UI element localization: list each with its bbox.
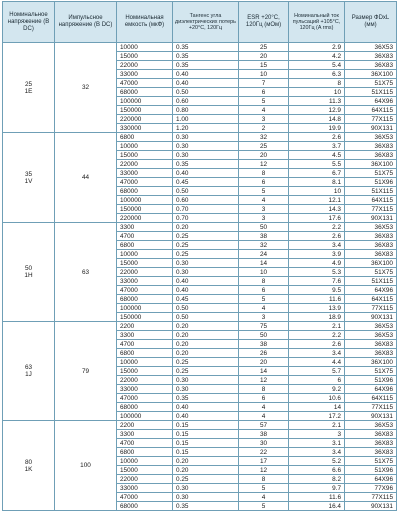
capacitance-cell: 68000 — [117, 295, 173, 304]
size-cell: 51X75 — [345, 169, 397, 178]
table-row — [3, 322, 397, 331]
capacitance-cell: 33000 — [117, 277, 173, 286]
esr-cell: 3 — [239, 205, 289, 214]
size-cell: 64X115 — [345, 295, 397, 304]
capacitance-cell: 2200 — [117, 421, 173, 430]
voltage-code: 1H — [24, 272, 33, 279]
capacitance-cell: 15000 — [117, 466, 173, 475]
capacitance-cell: 68000 — [117, 88, 173, 97]
tangent-cell: 0.30 — [173, 142, 239, 151]
ripple-current-cell: 10 — [289, 187, 345, 196]
esr-cell: 17 — [239, 457, 289, 466]
capacitance-cell: 68000 — [117, 502, 173, 511]
capacitance-cell: 100000 — [117, 196, 173, 205]
esr-cell: 5 — [239, 187, 289, 196]
esr-cell: 3 — [239, 313, 289, 322]
capacitance-cell: 10000 — [117, 250, 173, 259]
header-ripple-current: Номинальный ток пульсаций +105°C, 120Гц (A rms) — [289, 2, 345, 43]
tangent-cell: 0.35 — [173, 61, 239, 70]
capacitance-cell: 100000 — [117, 97, 173, 106]
size-cell: 90X131 — [345, 412, 397, 421]
voltage-code: 1V — [24, 177, 33, 185]
capacitance-cell: 33000 — [117, 70, 173, 79]
tangent-cell: 0.30 — [173, 133, 239, 142]
tangent-cell: 0.20 — [173, 223, 239, 232]
tangent-cell: 0.35 — [173, 52, 239, 61]
ripple-current-cell: 11.6 — [289, 493, 345, 502]
ripple-current-cell: 2.6 — [289, 232, 345, 241]
tangent-cell: 0.25 — [173, 367, 239, 376]
capacitance-cell: 330000 — [117, 124, 173, 133]
tangent-cell: 0.70 — [173, 205, 239, 214]
tangent-cell: 0.30 — [173, 151, 239, 160]
tangent-cell: 0.40 — [173, 169, 239, 178]
capacitance-cell: 22000 — [117, 475, 173, 484]
esr-cell: 12 — [239, 160, 289, 169]
tangent-cell: 0.25 — [173, 250, 239, 259]
capacitance-cell: 47000 — [117, 394, 173, 403]
size-cell: 51X75 — [345, 79, 397, 88]
ripple-current-cell: 14.8 — [289, 115, 345, 124]
capacitance-cell: 22000 — [117, 160, 173, 169]
size-cell: 51X75 — [345, 457, 397, 466]
ripple-current-cell: 6.7 — [289, 169, 345, 178]
capacitance-cell: 150000 — [117, 205, 173, 214]
tangent-cell: 0.70 — [173, 214, 239, 223]
ripple-current-cell: 7.6 — [289, 277, 345, 286]
size-cell: 36X83 — [345, 241, 397, 250]
capacitance-cell: 68000 — [117, 403, 173, 412]
surge-voltage-cell: 44 — [55, 133, 117, 223]
voltage-code: 1K — [24, 465, 33, 473]
esr-cell: 20 — [239, 52, 289, 61]
capacitance-cell: 3300 — [117, 430, 173, 439]
voltage-value: 35 — [24, 170, 33, 178]
size-cell: 36X100 — [345, 358, 397, 367]
capacitance-cell: 15000 — [117, 259, 173, 268]
size-cell: 51X96 — [345, 466, 397, 475]
esr-cell: 6 — [239, 394, 289, 403]
tangent-cell: 0.15 — [173, 421, 239, 430]
size-cell: 36X53 — [345, 43, 397, 52]
table-row — [3, 133, 397, 142]
tangent-cell: 0.25 — [173, 232, 239, 241]
tangent-cell: 0.25 — [173, 241, 239, 250]
esr-cell: 75 — [239, 322, 289, 331]
size-cell: 90X131 — [345, 214, 397, 223]
surge-voltage-cell: 63 — [55, 223, 117, 322]
size-cell: 36X100 — [345, 160, 397, 169]
ripple-current-cell: 3 — [289, 430, 345, 439]
tangent-cell: 0.45 — [173, 295, 239, 304]
tangent-cell: 0.40 — [173, 286, 239, 295]
size-cell: 90X131 — [345, 124, 397, 133]
ripple-current-cell: 2.6 — [289, 133, 345, 142]
capacitance-cell: 10000 — [117, 142, 173, 151]
capacitance-cell: 6800 — [117, 241, 173, 250]
ripple-current-cell: 5.2 — [289, 457, 345, 466]
voltage-group-cell — [3, 223, 55, 322]
spec-table-body — [3, 43, 397, 511]
esr-cell: 15 — [239, 61, 289, 70]
voltage-value: 25 — [24, 80, 33, 88]
size-cell: 51X96 — [345, 376, 397, 385]
tangent-cell: 0.50 — [173, 304, 239, 313]
capacitance-cell: 2200 — [117, 322, 173, 331]
capacitance-cell: 15000 — [117, 367, 173, 376]
table-row — [3, 421, 397, 430]
ripple-current-cell: 4.9 — [289, 259, 345, 268]
tangent-cell: 0.45 — [173, 178, 239, 187]
capacitance-cell: 15000 — [117, 52, 173, 61]
header-tangent: Тангенс угла диэлектрических потерь +20°C, 120Гц — [173, 2, 239, 43]
ripple-current-cell: 2.2 — [289, 223, 345, 232]
ripple-current-cell: 14 — [289, 403, 345, 412]
esr-cell: 12 — [239, 376, 289, 385]
voltage-group-cell — [3, 133, 55, 223]
size-cell: 64X96 — [345, 286, 397, 295]
size-cell: 36X83 — [345, 250, 397, 259]
capacitance-cell: 10000 — [117, 43, 173, 52]
ripple-current-cell: 4.5 — [289, 151, 345, 160]
size-cell: 77X115 — [345, 403, 397, 412]
ripple-current-cell: 3.9 — [289, 250, 345, 259]
capacitance-cell: 47000 — [117, 286, 173, 295]
size-cell: 36X100 — [345, 70, 397, 79]
capacitance-cell: 3300 — [117, 331, 173, 340]
size-cell: 36X83 — [345, 349, 397, 358]
capacitance-cell: 10000 — [117, 457, 173, 466]
voltage-value: 80 — [24, 458, 33, 466]
tangent-cell: 0.35 — [173, 394, 239, 403]
capacitance-cell: 6800 — [117, 448, 173, 457]
esr-cell: 4 — [239, 304, 289, 313]
header-surge-voltage: Импульсное напряжение (В DC) — [55, 2, 117, 43]
esr-cell: 38 — [239, 232, 289, 241]
tangent-cell: 0.20 — [173, 322, 239, 331]
ripple-current-cell: 3.1 — [289, 439, 345, 448]
ripple-current-cell: 16.4 — [289, 502, 345, 511]
size-cell: 36X53 — [345, 322, 397, 331]
tangent-cell: 0.40 — [173, 70, 239, 79]
esr-cell: 4 — [239, 493, 289, 502]
size-cell: 36X83 — [345, 430, 397, 439]
header-size: Размер ФDxL (мм) — [345, 2, 397, 43]
size-cell: 64X115 — [345, 106, 397, 115]
header-nominal-voltage: Номинальное напряжение (В DC) — [3, 2, 55, 43]
ripple-current-cell: 17.6 — [289, 214, 345, 223]
esr-cell: 8 — [239, 169, 289, 178]
esr-cell: 8 — [239, 475, 289, 484]
header-row — [3, 2, 397, 43]
ripple-current-cell: 11.6 — [289, 295, 345, 304]
size-cell: 51X96 — [345, 178, 397, 187]
size-cell: 64X96 — [345, 385, 397, 394]
ripple-current-cell: 14.3 — [289, 205, 345, 214]
tangent-cell: 0.50 — [173, 313, 239, 322]
esr-cell: 7 — [239, 79, 289, 88]
ripple-current-cell: 6 — [289, 376, 345, 385]
capacitance-cell: 4700 — [117, 232, 173, 241]
table-row — [3, 223, 397, 232]
capacitance-cell: 22000 — [117, 268, 173, 277]
esr-cell: 6 — [239, 286, 289, 295]
tangent-cell: 0.25 — [173, 475, 239, 484]
surge-voltage-cell: 79 — [55, 322, 117, 421]
capacitance-cell: 100000 — [117, 304, 173, 313]
esr-cell: 3 — [239, 115, 289, 124]
capacitance-cell: 47000 — [117, 178, 173, 187]
ripple-current-cell: 3.4 — [289, 448, 345, 457]
capacitance-cell: 6800 — [117, 349, 173, 358]
ripple-current-cell: 5.3 — [289, 268, 345, 277]
tangent-cell: 0.30 — [173, 493, 239, 502]
tangent-cell: 0.15 — [173, 439, 239, 448]
capacitance-cell: 33000 — [117, 385, 173, 394]
ripple-current-cell: 2.2 — [289, 331, 345, 340]
surge-voltage-cell: 32 — [55, 43, 117, 133]
ripple-current-cell: 3.4 — [289, 241, 345, 250]
capacitance-cell: 4700 — [117, 340, 173, 349]
tangent-cell: 0.15 — [173, 448, 239, 457]
ripple-current-cell: 12.1 — [289, 196, 345, 205]
capacitance-cell: 220000 — [117, 214, 173, 223]
tangent-cell: 0.20 — [173, 349, 239, 358]
voltage-value: 50 — [24, 265, 33, 272]
esr-cell: 50 — [239, 331, 289, 340]
size-cell: 64X96 — [345, 97, 397, 106]
esr-cell: 57 — [239, 421, 289, 430]
voltage-group-cell — [3, 43, 55, 133]
capacitance-cell: 22000 — [117, 376, 173, 385]
esr-cell: 6 — [239, 178, 289, 187]
esr-cell: 4 — [239, 412, 289, 421]
esr-cell: 3 — [239, 214, 289, 223]
tangent-cell: 0.20 — [173, 331, 239, 340]
size-cell: 90X131 — [345, 502, 397, 511]
esr-cell: 6 — [239, 88, 289, 97]
ripple-current-cell: 9.7 — [289, 484, 345, 493]
ripple-current-cell: 2.6 — [289, 340, 345, 349]
ripple-current-cell: 10.6 — [289, 394, 345, 403]
size-cell: 64X115 — [345, 394, 397, 403]
tangent-cell: 0.30 — [173, 484, 239, 493]
size-cell: 90X131 — [345, 313, 397, 322]
tangent-cell: 0.35 — [173, 43, 239, 52]
size-cell: 64X96 — [345, 475, 397, 484]
ripple-current-cell: 9.2 — [289, 385, 345, 394]
voltage-code: 1J — [25, 371, 32, 378]
tangent-cell: 0.80 — [173, 106, 239, 115]
size-cell: 36X53 — [345, 421, 397, 430]
size-cell: 36X53 — [345, 223, 397, 232]
ripple-current-cell: 2.9 — [289, 43, 345, 52]
size-cell: 77X115 — [345, 493, 397, 502]
ripple-current-cell: 5.4 — [289, 61, 345, 70]
esr-cell: 38 — [239, 340, 289, 349]
esr-cell: 10 — [239, 70, 289, 79]
esr-cell: 10 — [239, 268, 289, 277]
tangent-cell: 0.30 — [173, 268, 239, 277]
esr-cell: 50 — [239, 223, 289, 232]
tangent-cell: 0.25 — [173, 358, 239, 367]
table-row — [3, 43, 397, 52]
esr-cell: 25 — [239, 142, 289, 151]
esr-cell: 4 — [239, 106, 289, 115]
tangent-cell: 1.00 — [173, 115, 239, 124]
tangent-cell: 0.60 — [173, 196, 239, 205]
capacitance-cell: 33000 — [117, 484, 173, 493]
tangent-cell: 0.30 — [173, 376, 239, 385]
size-cell: 36X100 — [345, 259, 397, 268]
esr-cell: 12 — [239, 466, 289, 475]
esr-cell: 4 — [239, 196, 289, 205]
esr-cell: 38 — [239, 430, 289, 439]
capacitance-cell: 68000 — [117, 187, 173, 196]
voltage-value: 63 — [24, 364, 33, 371]
esr-cell: 30 — [239, 439, 289, 448]
esr-cell: 5 — [239, 484, 289, 493]
esr-cell: 14 — [239, 259, 289, 268]
size-cell: 36X53 — [345, 133, 397, 142]
esr-cell: 5 — [239, 97, 289, 106]
size-cell: 51X75 — [345, 367, 397, 376]
tangent-cell: 0.40 — [173, 403, 239, 412]
esr-cell: 2 — [239, 124, 289, 133]
size-cell: 36X83 — [345, 52, 397, 61]
tangent-cell: 0.15 — [173, 430, 239, 439]
ripple-current-cell: 8 — [289, 79, 345, 88]
esr-cell: 5 — [239, 502, 289, 511]
size-cell: 36X83 — [345, 340, 397, 349]
esr-cell: 20 — [239, 151, 289, 160]
size-cell: 77X115 — [345, 205, 397, 214]
tangent-cell: 0.20 — [173, 340, 239, 349]
ripple-current-cell: 9.5 — [289, 286, 345, 295]
capacitance-cell: 10000 — [117, 358, 173, 367]
size-cell: 51X115 — [345, 277, 397, 286]
tangent-cell: 0.20 — [173, 466, 239, 475]
size-cell: 36X83 — [345, 142, 397, 151]
tangent-cell: 0.40 — [173, 277, 239, 286]
tangent-cell: 0.30 — [173, 259, 239, 268]
esr-cell: 8 — [239, 385, 289, 394]
capacitance-cell: 150000 — [117, 313, 173, 322]
tangent-cell: 0.50 — [173, 88, 239, 97]
size-cell: 36X53 — [345, 331, 397, 340]
capacitor-spec-table — [2, 1, 397, 511]
size-cell: 51X115 — [345, 187, 397, 196]
capacitance-cell: 47000 — [117, 493, 173, 502]
ripple-current-cell: 3.4 — [289, 349, 345, 358]
voltage-code: 1E — [24, 87, 33, 95]
capacitance-cell: 47000 — [117, 79, 173, 88]
size-cell: 36X83 — [345, 151, 397, 160]
esr-cell: 22 — [239, 448, 289, 457]
ripple-current-cell: 6.6 — [289, 466, 345, 475]
esr-cell: 25 — [239, 43, 289, 52]
capacitance-cell: 3300 — [117, 223, 173, 232]
size-cell: 36X83 — [345, 448, 397, 457]
esr-cell: 20 — [239, 358, 289, 367]
ripple-current-cell: 11.3 — [289, 97, 345, 106]
ripple-current-cell: 2.1 — [289, 421, 345, 430]
tangent-cell: 0.50 — [173, 187, 239, 196]
size-cell: 36X83 — [345, 61, 397, 70]
capacitance-cell: 150000 — [117, 106, 173, 115]
surge-voltage-cell: 100 — [55, 421, 117, 511]
size-cell: 51X75 — [345, 268, 397, 277]
capacitance-cell: 22000 — [117, 61, 173, 70]
ripple-current-cell: 13.9 — [289, 304, 345, 313]
ripple-current-cell: 8.2 — [289, 475, 345, 484]
tangent-cell: 0.30 — [173, 385, 239, 394]
capacitance-cell: 6800 — [117, 133, 173, 142]
size-cell: 36X83 — [345, 232, 397, 241]
esr-cell: 8 — [239, 277, 289, 286]
ripple-current-cell: 4.2 — [289, 52, 345, 61]
capacitance-cell: 15000 — [117, 151, 173, 160]
tangent-cell: 0.35 — [173, 160, 239, 169]
ripple-current-cell: 12.9 — [289, 106, 345, 115]
esr-cell: 5 — [239, 295, 289, 304]
ripple-current-cell: 19.9 — [289, 124, 345, 133]
size-cell: 77X115 — [345, 115, 397, 124]
ripple-current-cell: 8.1 — [289, 178, 345, 187]
voltage-group-cell — [3, 322, 55, 421]
esr-cell: 14 — [239, 367, 289, 376]
ripple-current-cell: 5.5 — [289, 160, 345, 169]
header-esr: ESR +20°C, 120Гц (мОм) — [239, 2, 289, 43]
ripple-current-cell: 4.4 — [289, 358, 345, 367]
esr-cell: 32 — [239, 133, 289, 142]
size-cell: 77X115 — [345, 304, 397, 313]
size-cell: 64X115 — [345, 196, 397, 205]
ripple-current-cell: 6.3 — [289, 70, 345, 79]
tangent-cell: 0.35 — [173, 502, 239, 511]
header-capacitance: Номинальная емкость (мкФ) — [117, 2, 173, 43]
ripple-current-cell: 5.7 — [289, 367, 345, 376]
tangent-cell: 0.20 — [173, 457, 239, 466]
ripple-current-cell: 18.9 — [289, 313, 345, 322]
esr-cell: 32 — [239, 241, 289, 250]
tangent-cell: 1.20 — [173, 124, 239, 133]
esr-cell: 26 — [239, 349, 289, 358]
ripple-current-cell: 3.7 — [289, 142, 345, 151]
voltage-group-cell — [3, 421, 55, 511]
tangent-cell: 0.40 — [173, 79, 239, 88]
size-cell: 36X83 — [345, 439, 397, 448]
ripple-current-cell: 2.1 — [289, 322, 345, 331]
capacitance-cell: 220000 — [117, 115, 173, 124]
capacitance-cell: 33000 — [117, 169, 173, 178]
capacitance-cell: 100000 — [117, 412, 173, 421]
tangent-cell: 0.40 — [173, 412, 239, 421]
ripple-current-cell: 17.2 — [289, 412, 345, 421]
esr-cell: 4 — [239, 403, 289, 412]
size-cell: 77X96 — [345, 484, 397, 493]
esr-cell: 24 — [239, 250, 289, 259]
size-cell: 51X115 — [345, 88, 397, 97]
tangent-cell: 0.60 — [173, 97, 239, 106]
ripple-current-cell: 10 — [289, 88, 345, 97]
capacitance-cell: 4700 — [117, 439, 173, 448]
